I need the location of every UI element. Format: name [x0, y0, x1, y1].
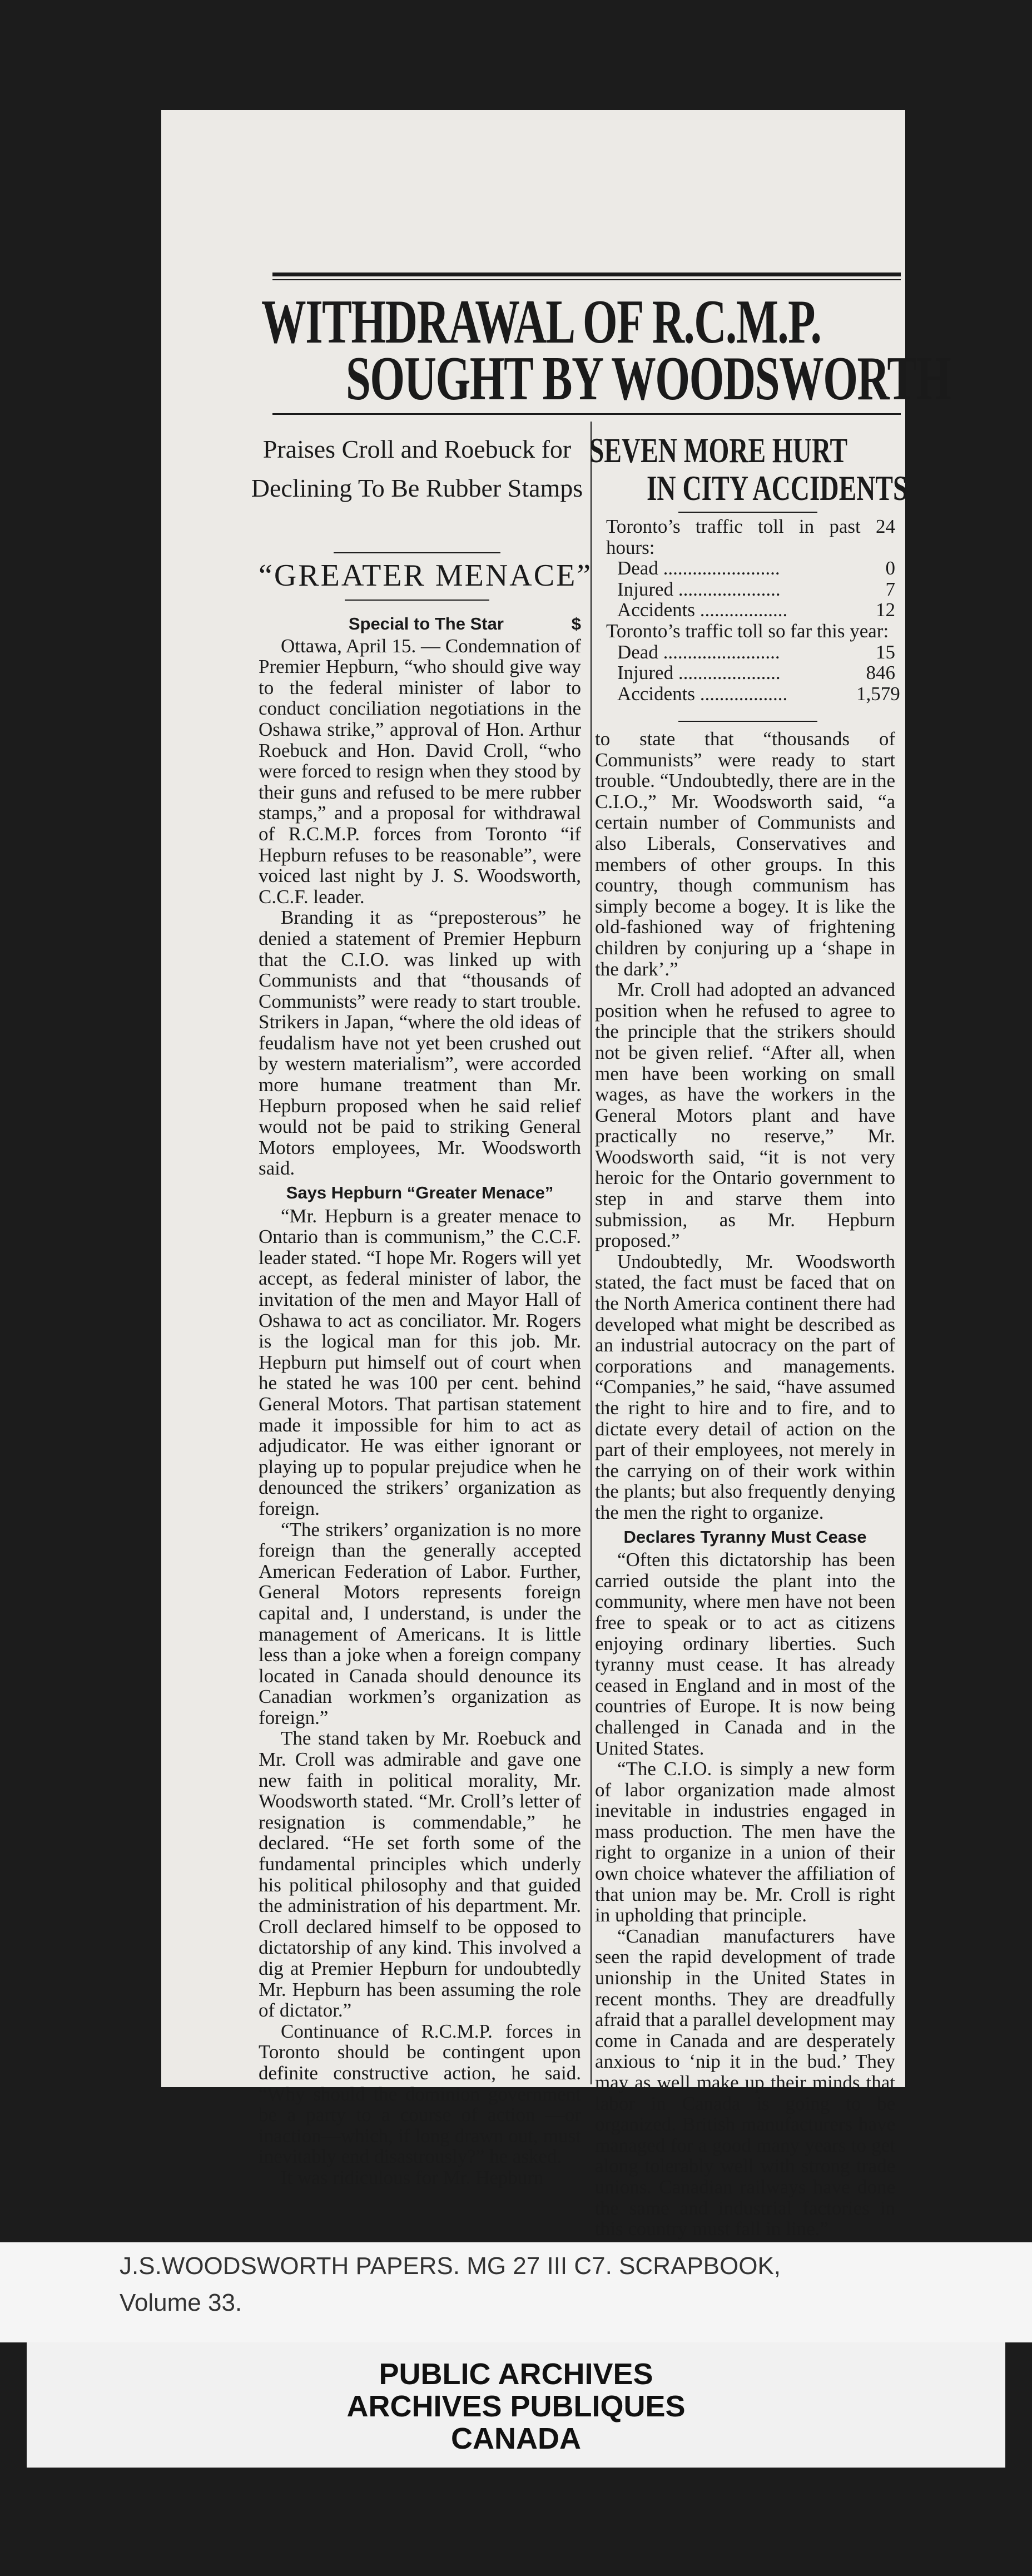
article-paragraph: “The C.I.O. is simply a new form of labor organization made almost inevitable in industries engaged in mass production. The men have the right to organize in a union of their own choice whatever the affiliation of that union may be. Mr. Croll is right in upholding that principle.	[595, 1758, 895, 1926]
byline-mark: $	[571, 614, 581, 633]
right-headline-line-2: IN CITY ACCIDENTS	[647, 468, 908, 508]
right-head-rule	[678, 512, 817, 513]
catalog-line-2: Volume 33.	[120, 2289, 242, 2316]
article-paragraph: Continuance of R.C.M.P. forces in Toronto should be contingent upon definite constructive action, he said. “Why should the dominion government be a party to a course of action —or inaction—which, if long drawn out, must inevitably end disastrously?” he asked.	[259, 2020, 581, 2168]
article-paragraph	[259, 636, 581, 908]
greater-menace-banner: “GREATER MENACE”	[259, 558, 593, 593]
newspaper-clipping	[161, 110, 951, 2240]
traffic-value: 12	[876, 599, 895, 621]
traffic-intro-year: Toronto’s traffic toll so far this year:	[606, 620, 889, 642]
article-paragraph: to state that “thousands of Communists” were ready to start trouble. “Undoubtedly, there are in the C.I.O.,” Mr. Woodsworth said, “a certain number of Communists and also Liberals, Conservatives and members of other groups. In this country, though communism has simply become a bogey. It is like the old-fashioned way of frightening children by conjuring up a ‘shape in the dark’.”	[595, 728, 895, 980]
right-article-column	[595, 729, 895, 2240]
dateline: Ottawa, April 15. —	[281, 635, 441, 657]
traffic-row	[606, 558, 895, 579]
article-paragraph: The stand taken by Mr. Roebuck and Mr. Croll was admirable and gave one new faith in political morality, Mr. Woodsworth stated. “Mr. Croll’s letter of resignation is commendable,” he declared. “He set forth some of the fundamental principles which underly his political philosophy and that guided the administration of his department. Mr. Croll declared himself to be opposed to dictatorship of any kind. This involved a dig at Premier Hepburn for undoubtedly Mr. Hepburn has been assuming the role of dictator.”	[259, 1727, 581, 2022]
traffic-label: Accidents ..................	[617, 682, 788, 705]
traffic-value: 1,579	[856, 682, 900, 705]
article-paragraph: “Mr. Hepburn is a greater menace to Ontario than is communism,” the C.C.F. leader stated. “I hope Mr. Rogers will yet accept, as federal minister of labor, the invitation of the men and Mayor Hall of Oshawa to act as conciliator. Mr. Rogers is the logical man for this job. Mr. Hepburn put himself out of court when he stated he was 100 per cent. behind General Motors. That partisan statement made it impossible for him to act as adjudicator. He was either ignorant or playing up to popular prejudice when he denounced the strikers’ organization as foreign.	[259, 1205, 581, 1519]
deck-rule	[334, 552, 500, 553]
article-paragraph: It was ridiculous for Mr. Hepburn	[281, 2166, 544, 2188]
traffic-label: Injured .....................	[617, 662, 781, 684]
traffic-row	[606, 682, 900, 705]
column-divider	[591, 422, 592, 2084]
traffic-label: Dead ........................	[617, 641, 780, 663]
traffic-row	[606, 579, 895, 600]
right-headline-line-1: SEVEN MORE HURT	[589, 430, 848, 470]
traffic-value: 7	[885, 578, 895, 600]
traffic-value: 15	[876, 641, 895, 663]
catalog-line-1: J.S.WOODSWORTH PAPERS. MG 27 III C7. SCRAPBOOK,	[120, 2252, 781, 2280]
paragraph-text: Condemnation of Premier Hepburn, “who should give way to the federal minister of labor to conduct conciliation negotiations in the Oshawa strike,” approval of Hon. Arthur Roebuck and Hon. David Croll, “who were forced to resign when they stood by their guns and refused to be mere rubber stamps,” and a proposal for withdrawal of R.C.M.P. forces from Toronto “if Hepburn refuses to be reasonable”, were voiced last night by J. S. Woodsworth, C.C.F. leader.	[259, 635, 581, 908]
headline-line-1: WITHDRAWAL OF R.C.M.P.	[261, 288, 821, 356]
traffic-box-rule	[678, 721, 817, 722]
article-paragraph: “Often this dictatorship has been carried outside the plant into the community, where men have not been free to speak or to act as citizens enjoying ordinary liberties. Such tyranny must cease. It has already ceased in England and in most of the countries of Europe. It is now being challenged in Canada and in the United States.	[595, 1549, 895, 1759]
headline-bottom-rule	[272, 413, 901, 415]
traffic-value: 0	[885, 557, 895, 579]
traffic-intro-24h: Toronto’s traffic toll in past 24 hours:	[606, 516, 895, 558]
article-paragraph: “Canadian manufacturers have seen the rapid development of trade unionship in the United States in recent months. They are dreadfully afraid that a parallel development may come in Canada and are desperately anxious to ‘nip it in the bud.’ They may as well make up their minds that labor in Canada is going to be organized. British manufacturers have managed for a good many years to get along tolerably well with strong trade unions. Canadian railways have done the same and industrial factories in this country must fall in line.”	[595, 1925, 895, 2240]
traffic-toll-box	[606, 516, 900, 705]
archives-stamp-line-2: ARCHIVES PUBLIQUES	[346, 2390, 686, 2423]
top-rule	[272, 273, 901, 276]
catalog-label	[120, 2248, 904, 2321]
top-rule-thin	[272, 279, 901, 280]
headline-line-2: SOUGHT BY WOODSWORTH	[346, 344, 951, 413]
article-paragraph: “The strikers’ organization is no more foreign than the generally accepted American Federation of Labor. Further, General Motors represents foreign capital and, I understand, is under the management of Americans. It is little less than a joke when a foreign company located in Canada should denounce its Canadian workmen’s organization as foreign.”	[259, 1518, 581, 1728]
deck-headline: Praises Croll and Roebuck for Declining To Be Rubber Stamps	[251, 435, 583, 502]
article-paragraph: Branding it as “preposterous” he denied a statement of Premier Hepburn that the C.I.O. was linked up with Communists and that “thousands of Communists” were ready to start trouble. Strikers in Japan, “where the old ideas of feudalism have not yet been crushed out by western materialism”, were accorded more humane treatment than Mr. Hepburn proposed when he said relief would not be paid to striking General Motors employees, Mr. Woodsworth said.	[259, 906, 581, 1180]
subhead-greater-menace: Says Hepburn “Greater Menace”	[286, 1183, 554, 1203]
byline-row	[259, 613, 581, 635]
subhead-tyranny: Declares Tyranny Must Cease	[623, 1527, 867, 1547]
archives-stamp-line-3: CANADA	[451, 2422, 581, 2455]
traffic-label: Dead ........................	[617, 557, 780, 579]
traffic-row	[606, 600, 895, 621]
traffic-label: Injured .....................	[617, 578, 781, 600]
traffic-row	[606, 642, 895, 663]
traffic-label: Accidents ..................	[617, 599, 788, 621]
menace-rule	[345, 600, 489, 601]
traffic-value: 846	[866, 662, 895, 684]
article-paragraph: Mr. Croll had adopted an advanced position when he refused to agree to the principle that the strikers should not be given relief. “After all, when men have been working on small wages, as have the workers in the General Motors plant and have practically no reserve,” Mr. Woodsworth said, “it is not very heroic for the Ontario government to step in and starve them into submission, as Mr. Hepburn proposed.”	[595, 979, 895, 1252]
article-paragraph: Undoubtedly, Mr. Woodsworth stated, the fact must be faced that on the North America continent there had developed what might be described as an industrial autocracy on the part of corporations and managements. “Companies,” he said, “have assumed the right to hire and to fire, and to dictate every detail of action on the part of their employees, not merely in the carrying on of their work within the plants; but also frequently denying the men the right to organize.	[595, 1250, 895, 1523]
byline: Special to The Star	[348, 614, 504, 633]
archives-stamp-line-1: PUBLIC ARCHIVES	[379, 2357, 653, 2391]
traffic-row	[606, 662, 895, 683]
left-article-column	[259, 613, 581, 2188]
